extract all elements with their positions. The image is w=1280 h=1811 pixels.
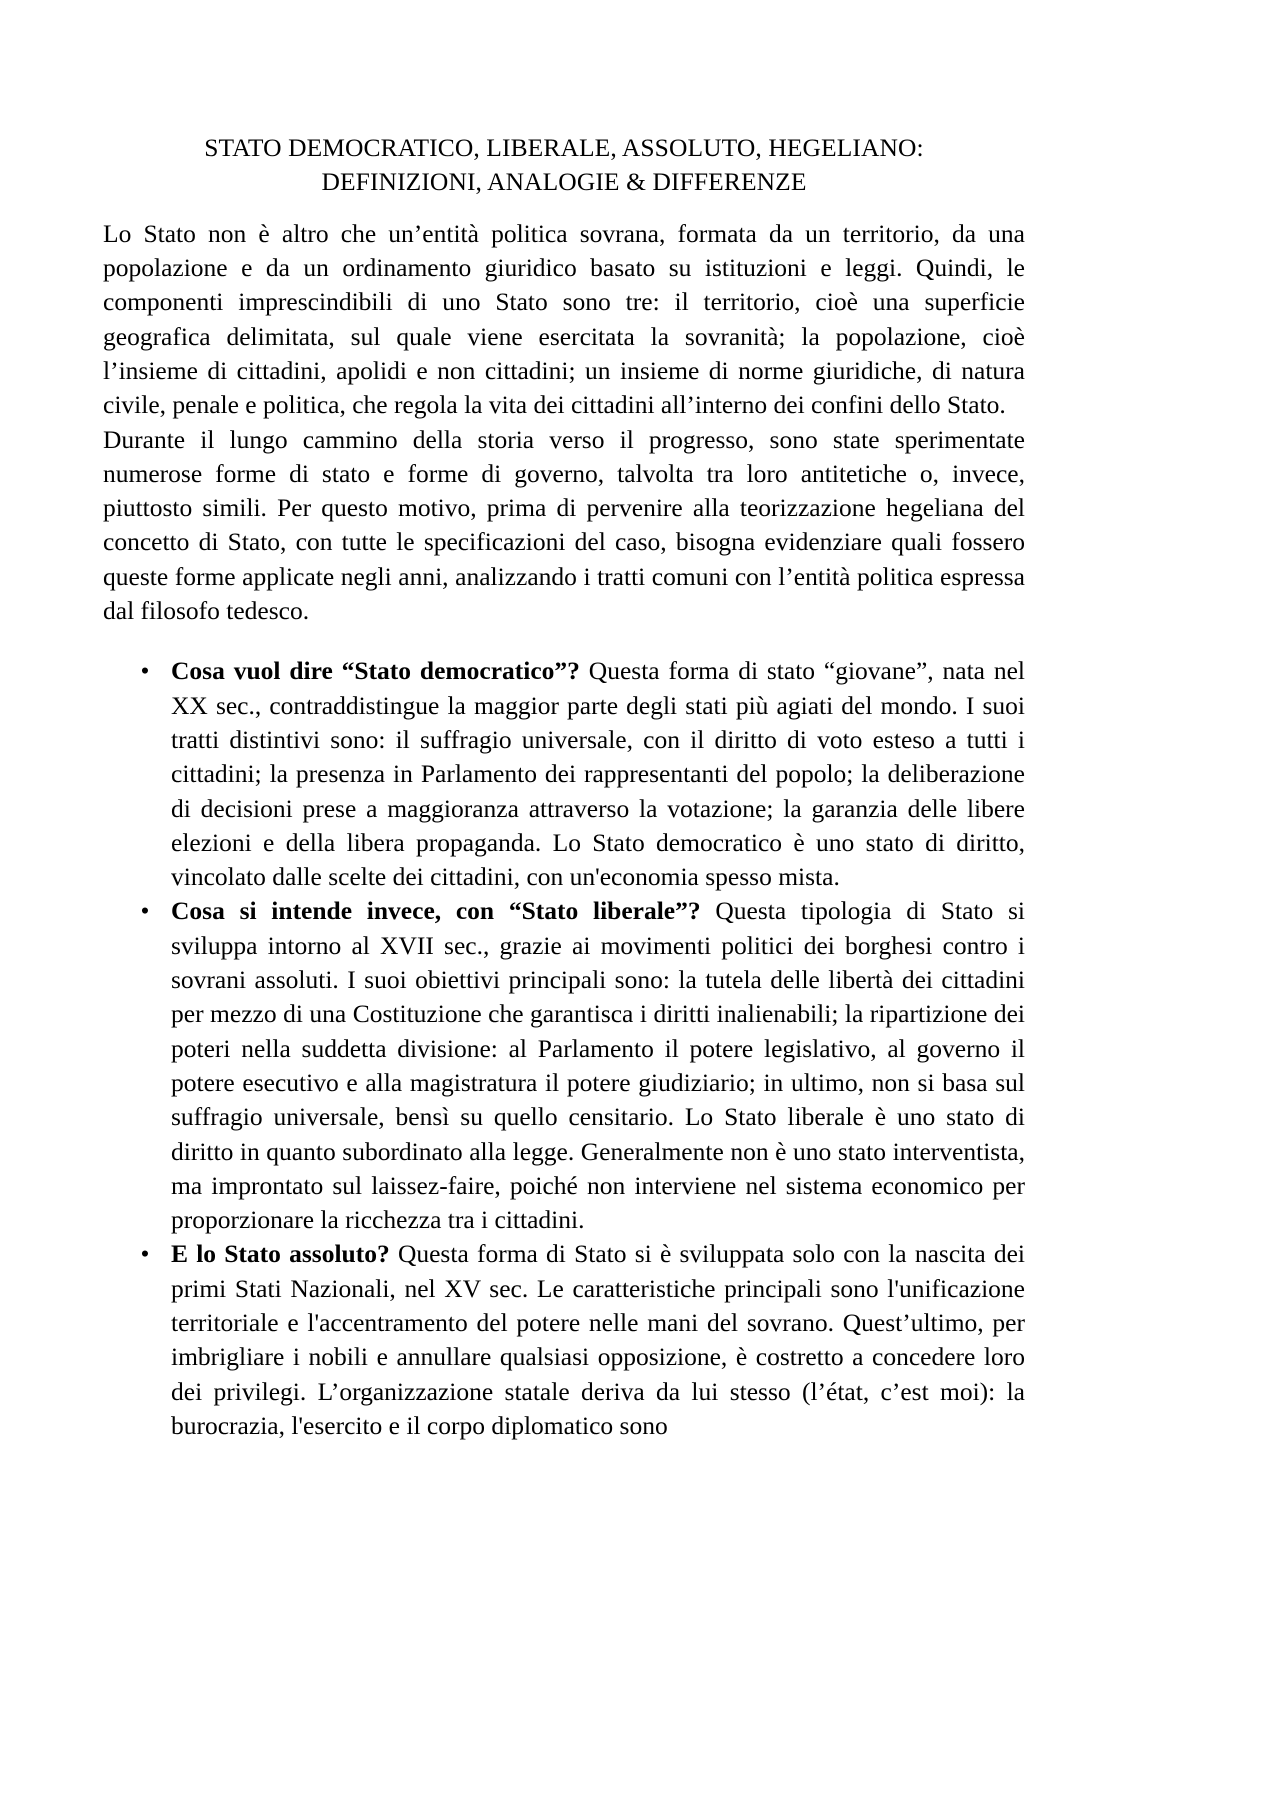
bullet-text-0: Questa forma di stato “giovane”, nata nel XX sec., contraddistingue la maggior parte degli stati più agiati del mondo. I suoi tratti distintivi sono: il suffragio universale, con il diritto di voto esteso a tutti i cittadini; la presenza in Parlamento dei rappresentanti del popolo; la deliberazione di decisioni prese a maggioranza attraverso la votazione; la garanzia delle libere elezioni e della libera propaganda. Lo Stato democratico è uno stato di diritto, vincolato dalle scelte dei cittadini, con un'economia spesso mista. — [171, 656, 1025, 892]
bullet-lead-1: Cosa si intende invece, con “Stato liberale”? — [171, 896, 701, 926]
page-content — [103, 131, 1025, 1443]
list-item-stato-liberale — [103, 894, 1025, 1237]
bullet-lead-2: E lo Stato assoluto? — [171, 1239, 390, 1269]
list-item-stato-assoluto — [103, 1237, 1025, 1443]
definitions-list — [103, 654, 1025, 1443]
bullet-icon: • — [140, 656, 150, 686]
title-line-2: DEFINIZIONI, ANALOGIE & DIFFERENZE — [321, 166, 807, 196]
bullet-text-2: Questa forma di Stato si è sviluppata solo con la nascita dei primi Stati Nazionali, nel XV sec. Le caratteristiche principali sono l'unificazione territoriale e l'accentramento del potere nelle mani del sovrano. Quest’ultimo, per imbrigliare i nobili e annullare qualsiasi opposizione, è costretto a concedere loro dei privilegi. L’organizzazione statale deriva da lui stesso (l’état, c’est moi): la burocrazia, l'esercito e il corpo diplomatico sono — [171, 1239, 1025, 1440]
list-item-stato-democratico — [103, 654, 1025, 894]
bullet-icon: • — [140, 1239, 150, 1269]
intro-paragraph-1: Lo Stato non è altro che un’entità politica sovrana, formata da un territorio, da una popolazione e da un ordinamento giuridico basato su istituzioni e leggi. Quindi, le componenti imprescindibili di uno Stato sono tre: il territorio, cioè una superficie geografica delimitata, sul quale viene esercitata la sovranità; la popolazione, cioè l’insieme di cittadini, apolidi e non cittadini; un insieme di norme giuridiche, di natura civile, penale e politica, che regola la vita dei cittadini all’interno dei confini dello Stato. — [103, 218, 1025, 420]
bullet-text-1: Questa tipologia di Stato si sviluppa intorno al XVII sec., grazie ai movimenti politici dei borghesi contro i sovrani assoluti. I suoi obiettivi principali sono: la tutela delle libertà dei cittadini per mezzo di una Costituzione che garantisca i diritti inalienabili; la ripartizione dei poteri nella suddetta divisione: al Parlamento il potere legislativo, al governo il potere esecutivo e alla magistratura il potere giudiziario; in ultimo, non si basa sul suffragio universale, bensì su quello censitario. Lo Stato liberale è uno stato di diritto in quanto subordinato alla legge. Generalmente non è uno stato interventista, ma improntato sul laissez-faire, poiché non interviene nel sistema economico per proporzionare la ricchezza tra i cittadini. — [171, 896, 1025, 1235]
bullet-lead-0: Cosa vuol dire “Stato democratico”? — [171, 656, 580, 686]
document-title — [103, 131, 1025, 199]
bullet-icon: • — [140, 896, 150, 926]
title-line-1: STATO DEMOCRATICO, LIBERALE, ASSOLUTO, HEGELIANO: — [204, 133, 924, 162]
intro-paragraph-2: Durante il lungo cammino della storia verso il progresso, sono state sperimentate numerose forme di stato e forme di governo, talvolta tra loro antitetiche o, invece, piuttosto simili. Per questo motivo, prima di pervenire alla teorizzazione hegeliana del concetto di Stato, con tutte le specificazioni del caso, bisogna evidenziare quali fossero queste forme applicate negli anni, analizzando i tratti comuni con l’entità politica espressa dal filosofo tedesco. — [103, 424, 1025, 626]
